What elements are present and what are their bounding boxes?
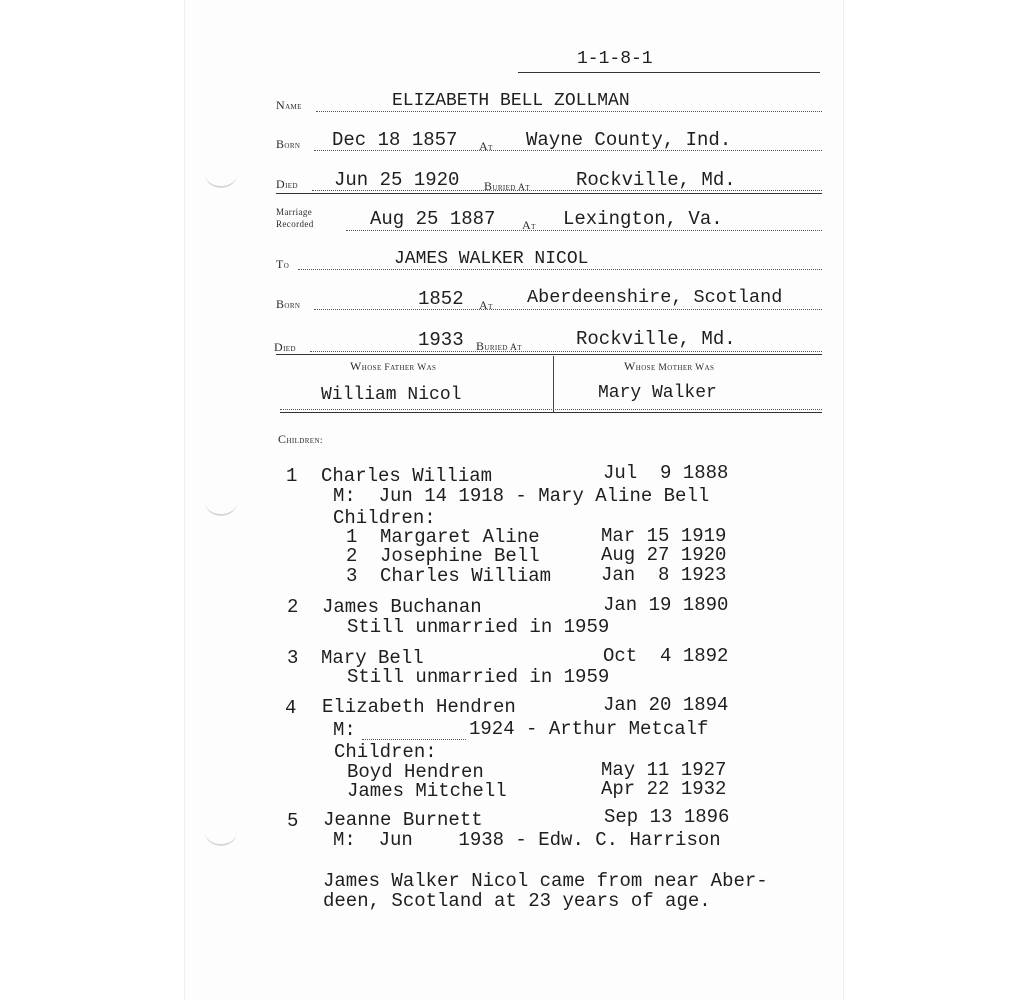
person-died-date: Jun 25 1920 — [334, 169, 460, 191]
children-label: Children: — [278, 432, 323, 446]
recorded-label: Recorded — [276, 219, 314, 229]
divider — [276, 193, 822, 194]
grandchildren-header: Children: — [334, 741, 437, 763]
dotted-line — [298, 269, 822, 270]
born-label: Born — [276, 297, 301, 311]
dotted-line — [310, 351, 822, 352]
child-date: Jul 9 1888 — [603, 462, 729, 484]
child-date: Jan 19 1890 — [603, 594, 729, 616]
grandchild-date: May 11 1927 — [601, 759, 727, 781]
person-name: ELIZABETH BELL ZOLLMAN — [392, 91, 630, 111]
child-number: 2 — [287, 596, 299, 618]
marriage-line: 1924 - Arthur Metcalf — [469, 718, 709, 740]
marriage-place: Lexington, Va. — [563, 208, 723, 230]
dotted-line — [316, 111, 822, 112]
marriage-prefix: M: — [333, 719, 356, 741]
grandchild-number: 1 — [346, 526, 358, 548]
at-label: At — [479, 298, 493, 312]
child-note: Still unmarried in 1959 — [347, 616, 610, 638]
marriage-date: Aug 25 1887 — [370, 208, 496, 230]
mother-label: Whose Mother Was — [624, 359, 715, 373]
card-id: 1-1-8-1 — [577, 49, 653, 69]
note-line: deen, Scotland at 23 years of age. — [323, 890, 711, 912]
died-label: Died — [276, 177, 298, 191]
marriage-label: Marriage — [276, 207, 313, 217]
grandchild-date: Jan 8 1923 — [601, 564, 727, 586]
dotted-line — [314, 309, 822, 310]
dotted-line — [280, 409, 822, 410]
child-date: Jan 20 1894 — [603, 694, 729, 716]
spouse-father: William Nicol — [321, 385, 462, 405]
spouse-name: JAMES WALKER NICOL — [394, 249, 589, 269]
to-label: To — [276, 257, 290, 271]
spouse-born-place: Aberdeenshire, Scotland — [527, 287, 783, 308]
at-label: At — [522, 218, 536, 232]
grandchild-name: Charles William — [380, 565, 552, 587]
child-date: Sep 13 1896 — [604, 806, 730, 828]
divider — [276, 354, 822, 355]
divider — [518, 72, 820, 73]
spouse-born-date: 1852 — [418, 288, 464, 310]
child-name: Charles William — [321, 465, 493, 487]
name-label: Name — [276, 98, 302, 112]
father-label: Whose Father Was — [350, 359, 437, 373]
spouse-mother: Mary Walker — [598, 383, 717, 403]
column-divider — [553, 356, 554, 412]
child-name: Elizabeth Hendren — [322, 696, 516, 718]
grandchild-number: 3 — [346, 565, 358, 587]
punch-hole — [205, 160, 237, 188]
child-number: 1 — [286, 465, 298, 487]
grandchild-date: Aug 27 1920 — [601, 544, 727, 566]
grandchild-name: Boyd Hendren — [347, 761, 484, 783]
child-name: Mary Bell — [321, 647, 424, 669]
note-line: James Walker Nicol came from near Aber- — [323, 870, 768, 892]
grandchild-name: Josephine Bell — [380, 545, 540, 567]
child-number: 4 — [285, 697, 297, 719]
punch-hole — [205, 488, 237, 516]
at-label: At — [479, 139, 493, 153]
dotted-line — [346, 230, 822, 231]
grandchild-number: 2 — [346, 545, 358, 567]
person-born-place: Wayne County, Ind. — [526, 129, 732, 151]
grandchild-name: James Mitchell — [347, 780, 507, 802]
person-buried-place: Rockville, Md. — [576, 169, 736, 191]
grandchild-date: Apr 22 1932 — [601, 778, 727, 800]
divider — [280, 412, 822, 413]
grandchildren-header: Children: — [333, 507, 436, 529]
born-label: Born — [276, 137, 301, 151]
child-date: Oct 4 1892 — [603, 645, 729, 667]
spouse-buried-place: Rockville, Md. — [576, 328, 736, 350]
child-number: 5 — [287, 810, 299, 832]
buried-at-label: Buried At — [476, 339, 522, 353]
grandchild-name: Margaret Aline — [380, 526, 540, 548]
spouse-died-date: 1933 — [418, 329, 464, 351]
dotted-line — [362, 739, 466, 740]
buried-at-label: Buried At — [484, 179, 530, 193]
child-name: Jeanne Burnett — [323, 809, 483, 831]
marriage-line: M: Jun 14 1918 - Mary Aline Bell — [333, 485, 710, 507]
punch-hole — [205, 818, 237, 846]
died-label: Died — [274, 340, 296, 354]
grandchild-date: Mar 15 1919 — [601, 525, 727, 547]
marriage-line: M: Jun 1938 - Edw. C. Harrison — [333, 829, 721, 851]
child-name: James Buchanan — [322, 596, 482, 618]
person-born-date: Dec 18 1857 — [332, 129, 458, 151]
child-note: Still unmarried in 1959 — [347, 666, 610, 688]
child-number: 3 — [287, 647, 299, 669]
